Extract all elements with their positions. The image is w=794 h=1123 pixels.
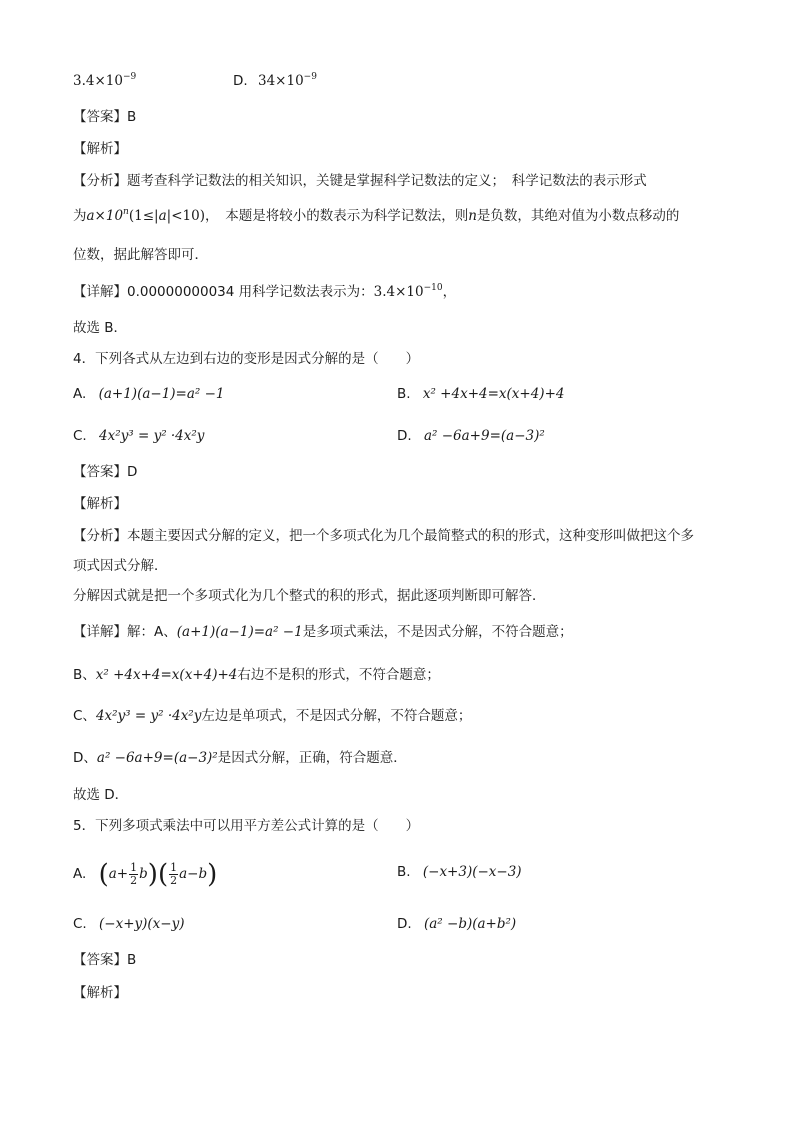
q3-form-cond-open: (1≤ (128, 208, 155, 224)
q4-detail-b-prefix: B、 (73, 667, 96, 683)
q4-analysis-line-1 (73, 526, 694, 546)
q4-option-c-expr: 4x²y³ = y² ·4x²y (99, 428, 205, 444)
q3-detail-text: 0.00000000034 用科学记数法表示为： (127, 284, 374, 300)
q4-detail-d-text: 是因式分解，正确，符合题意． (217, 750, 407, 766)
q3-form-cond-a: a (158, 208, 167, 224)
q3-option-c (73, 71, 136, 93)
q3-form-expr: a×10 (86, 208, 124, 224)
q4-option-b-expr: x² +4x+4=x(x+4)+4 (422, 386, 565, 402)
q4-detail-b-text: 右边不是积的形式，不符合题意； (237, 667, 440, 683)
q3-analysis-line-3: 位数，据此解答即可． (73, 247, 208, 263)
q3-analysis-heading: 【解析】 (73, 141, 127, 157)
q4-detail-a-text: 是多项式乘法，不是因式分解，不符合题意； (302, 624, 573, 640)
q4-option-b (397, 384, 564, 404)
q3-option-d-exponent: −9 (303, 72, 317, 82)
q3-fenxi-text: 题考查科学记数法的相关知识，关键是掌握科学记数法的定义； 科学记数法的表示形式 (127, 173, 647, 189)
q4-option-a (73, 384, 225, 404)
q4-detail-c-prefix: C、 (73, 708, 96, 724)
q4-answer: 【答案】D (73, 464, 138, 480)
q4-option-c-label: C. (73, 428, 87, 444)
q3-fenxi-tag: 【分析】 (73, 173, 127, 189)
q5-a-frac-2-num: 1 (170, 861, 178, 874)
q3-form-exp: n (123, 207, 129, 217)
q3-form-cond-close: <10)， (171, 208, 212, 224)
q3-option-c-exponent: −9 (122, 72, 137, 82)
q4-detail-c-expr: 4x²y³ = y² ·4x²y (95, 708, 202, 724)
q4-option-d-label: D. (397, 428, 412, 444)
q3-detail-math: 3.4×10 (373, 284, 424, 300)
q4-choose: 故选 D． (73, 787, 129, 803)
q5-option-c-expr: (−x+y)(x−y) (99, 916, 185, 932)
q4-detail-c (73, 706, 471, 726)
q4-option-a-expr: (a+1)(a−1)=a² −1 (98, 386, 225, 402)
q5-option-b (397, 862, 522, 882)
q4-option-d-expr: a² −6a+9=(a−3)² (423, 428, 545, 444)
q4-detail-a (73, 622, 573, 642)
q3-option-d-text: 34×10 (257, 73, 304, 89)
q4-analysis-line-2: 项式因式分解． (73, 558, 168, 574)
q4-option-b-label: B. (397, 386, 411, 402)
q5-answer: 【答案】B (73, 952, 137, 968)
q5-option-c-label: C. (73, 916, 87, 932)
q5-option-a-label: A. (73, 866, 87, 882)
q4-analysis-heading: 【解析】 (73, 496, 127, 512)
q3-answer: 【答案】B (73, 109, 137, 125)
q4-option-c (73, 426, 204, 446)
q3-form-text-2: 是负数，其绝对值为小数点移动的 (476, 208, 680, 224)
q5-question: 5．下列多项式乘法中可以用平方差公式计算的是（ ） (73, 818, 420, 834)
q3-option-d (233, 71, 317, 93)
q3-choose: 故选 B． (73, 320, 128, 336)
q5-a-frac-1-den: 2 (130, 874, 138, 887)
q3-form-n: n (468, 208, 477, 224)
q3-analysis-line-2: 为$a\times 10^n(1\le|a|<10)$， 本题是将较小的数表示为科学记数法，则n是负数，其绝对值为小数点移动的 (73, 207, 680, 224)
q5-option-b-label: B. (397, 864, 411, 880)
q4-detail-b (73, 665, 440, 685)
q4-detail-d (73, 748, 407, 768)
q4-detail-a-expr: (a+1)(a−1)=a² −1 (176, 624, 303, 640)
q4-detail-c-text: 左边是单项式，不是因式分解，不符合题意； (201, 708, 472, 724)
q3-detail (73, 282, 456, 304)
q4-question: 4．下列各式从左边到右边的变形是因式分解的是（ ） (73, 351, 420, 367)
q3-detail-exp: −10 (423, 283, 443, 293)
q5-option-c (73, 914, 185, 934)
q3-detail-end: ， (442, 284, 457, 300)
q3-option-d-label: D. (233, 73, 248, 89)
q3-analysis-line-1 (73, 171, 647, 191)
q5-option-b-expr: (−x+3)(−x−3) (422, 864, 522, 880)
q4-detail-b-expr: x² +4x+4=x(x+4)+4 (95, 667, 238, 683)
q3-form-text: 本题是将较小的数表示为科学记数法，则 (211, 208, 469, 224)
q5-option-d-label: D. (397, 916, 412, 932)
q3-detail-tag: 【详解】 (73, 284, 127, 300)
q5-option-a-expr: (a+ $\frac{1}{2}$ b)( $\frac{1}{2}$ a−b) (98, 859, 218, 890)
q5-option-d (397, 914, 516, 934)
q4-fenxi-text-1: 本题主要因式分解的定义，把一个多项式化为几个最简整式的积的形式，这种变形叫做把这个多 (127, 528, 694, 544)
q5-a-frac-1-num: 1 (130, 861, 138, 874)
q4-detail-d-expr: a² −6a+9=(a−3)² (96, 750, 218, 766)
q5-analysis-heading: 【解析】 (73, 985, 127, 1001)
q4-detail-d-prefix: D、 (73, 750, 97, 766)
q4-option-d (397, 426, 545, 446)
q4-analysis-line-3: 分解因式就是把一个多项式化为几个整式的积的形式，据此逐项判断即可解答． (73, 588, 546, 604)
q4-detail-tag: 【详解】 (73, 624, 127, 640)
q4-fenxi-tag: 【分析】 (73, 528, 127, 544)
q4-option-a-label: A. (73, 386, 87, 402)
q5-option-d-expr: (a² −b)(a+b²) (423, 916, 517, 932)
q3-form-prefix: 为 (73, 208, 87, 224)
q3-option-c-text: 3.4×10 (73, 73, 123, 89)
q5-a-frac-2-den: 2 (170, 874, 178, 887)
q4-detail-a-prefix: 解：A、 (127, 624, 177, 640)
q5-option-a (73, 859, 218, 890)
